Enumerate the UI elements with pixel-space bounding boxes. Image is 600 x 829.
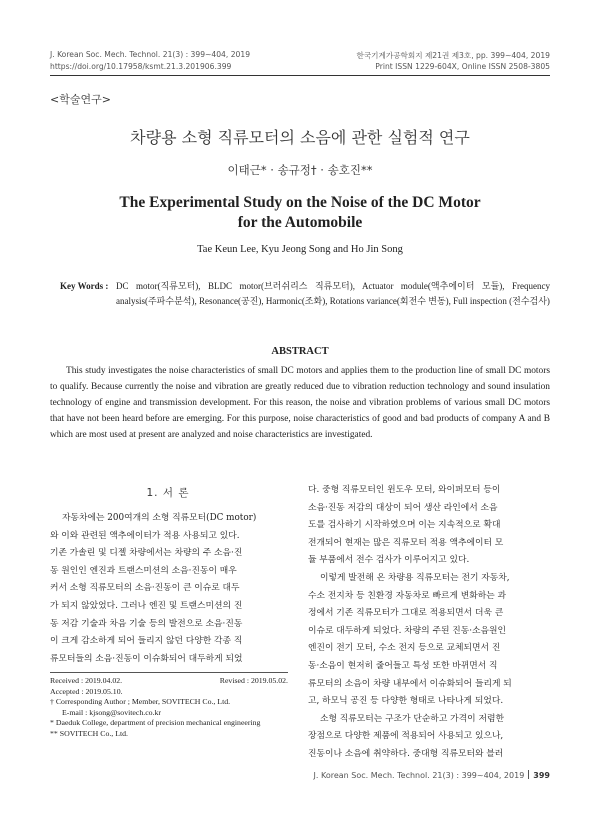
text-line: 이 크게 감소하게 되어 들리지 않던 다양한 각종 직 xyxy=(50,636,243,647)
header-issn: Print ISSN 1229-604X, Online ISSN 2508-3805 xyxy=(375,62,550,71)
text-line: 다. 중형 직류모터인 윈도우 모터, 와이퍼모터 등이 xyxy=(308,485,501,495)
text-line: 와 이와 관련된 액추에이터가 적용 사용되고 있다. xyxy=(50,530,240,541)
title-english xyxy=(50,193,550,233)
abstract-text: This study investigates the noise characteristics of small DC motors and applies them to the production line of small DC motors to qualify. Because currently the noise and vibration are greatly reduced due to vibration reduction technology and sound insulation technology of engine and transmission development. For this reason, the noise and vibration problems of various small DC motors that have not been heard before are emerging. For this purpose, noise characteristics of good and bad products of company A and B which are most used at present are analyzed and noise characteristics are investigated. xyxy=(50,366,550,440)
text-line: 이슈로 대두하게 되었다. 차량의 주된 진동·소음원인 xyxy=(308,625,507,636)
footnote-email[interactable]: E-mail : kjsong@sovitech.co.kr xyxy=(62,707,161,717)
authors-english: Tae Keun Lee, Kyu Jeong Song and Ho Jin Song xyxy=(197,244,403,255)
header-journal-en: J. Korean Soc. Mech. Technol. 21(3) : 399~404, 2019 xyxy=(50,50,251,59)
text-line: 동 원인인 엔진과 트랜스미션의 소음·진동이 매우 xyxy=(50,565,237,576)
keywords-text: DC motor(직류모터), BLDC motor(브러쉬리스 직류모터), Actuator module(액추에이터 모듈), Frequency analysis(주파수분석), Resonance(공진), Harmonic(조화), Rotations variance(회전수 변동), Full inspection (전수검사) xyxy=(116,281,550,306)
footnote-revised: Revised : 2019.05.02. xyxy=(219,676,288,685)
footnote-accepted: Accepted : 2019.05.10. xyxy=(50,686,123,696)
page-footer xyxy=(314,770,550,780)
text-line: 류모터들의 소음·진동이 이슈화되어 대두하게 되었 xyxy=(50,653,243,664)
page-number: 399 xyxy=(533,771,550,780)
text-line: 이렇게 발전해 온 차량용 직류모터는 전기 자동차, xyxy=(320,572,510,583)
text-line: 가 되지 않았었다. 그러나 엔진 및 트랜스미션의 진 xyxy=(50,600,243,611)
title-english-line-1: The Experimental Study on the Noise of the DC Motor xyxy=(119,194,481,211)
footer-citation: J. Korean Soc. Mech. Technol. 21(3) : 399~404, 2019 xyxy=(313,771,525,780)
footnote-rule xyxy=(50,672,288,673)
text-line: 소형 직류모터는 구조가 단순하고 가격이 저렴한 xyxy=(320,713,504,724)
footnote-corresponding: † Corresponding Author ; Member, SOVITECH Co., Ltd. xyxy=(50,697,231,707)
text-line: 장점으로 다양한 제품에 적용되어 사용되고 있으나, xyxy=(308,731,504,742)
text-line: 커서 소형 직류모터의 소음·진동이 큰 이슈로 대두 xyxy=(50,583,240,594)
text-line: 동 저감 기술과 차음 기술 등의 발전으로 소음·진동 xyxy=(50,618,243,629)
section-heading-introduction: 1. 서 론 xyxy=(146,487,190,499)
text-line: 자동차에는 200여개의 소형 직류모터(DC motor) xyxy=(62,513,257,523)
text-line: 엔진이 전기 모터, 수소 전지 등으로 교체되면서 진 xyxy=(308,643,501,654)
text-line: 소음·진동 저감의 대상이 되어 생산 라인에서 소음 xyxy=(308,502,498,513)
text-line: 수소 전지차 등 친환경 자동차로 빠르게 변화하는 과 xyxy=(308,590,507,601)
footnotes xyxy=(50,676,288,740)
abstract-heading: ABSTRACT xyxy=(271,346,329,357)
footnote-received: Received : 2019.04.02. xyxy=(50,676,123,685)
keywords-block xyxy=(60,279,550,309)
header-doi[interactable]: https://doi.org/10.17958/ksmt.21.3.201906.399 xyxy=(50,62,232,71)
title-korean: 차량용 소형 직류모터의 소음에 관한 실험적 연구 xyxy=(130,128,470,147)
text-line: 전개되어 현재는 많은 직류모터 적용 액추에이터 모 xyxy=(308,537,504,548)
header-rule xyxy=(50,75,550,76)
authors-korean: 이태근* · 송규정† · 송호진** xyxy=(227,163,373,177)
text-line: 동·소음이 현저히 줄어들고 특성 또한 바뀌면서 직 xyxy=(308,660,498,671)
keywords-label: Key Words : xyxy=(60,281,109,291)
text-line: 듈 부품에서 전수 검사가 이루어지고 있다. xyxy=(308,555,470,566)
text-line: 진동이나 소음에 취약하다. 중대형 직류모터와 블러 xyxy=(308,748,504,759)
header-journal-ko: 한국기계가공학회지 제21권 제3호, pp. 399~404, 2019 xyxy=(356,51,550,60)
article-category: <학술연구> xyxy=(50,93,111,106)
text-line: 도를 검사하기 시작하였으며 이는 지속적으로 확대 xyxy=(308,520,501,531)
footnote-affiliation-daeduk: * Daeduk College, department of precision mechanical engineering xyxy=(50,718,261,728)
text-line: 고, 하모닉 공진 등 다양한 형태로 나타나게 되었다. xyxy=(308,696,504,707)
title-english-line-2: for the Automobile xyxy=(237,214,363,231)
left-column-text xyxy=(50,510,286,668)
text-line: 류모터의 소음이 차량 내부에서 이슈화되어 들리게 되 xyxy=(308,678,512,689)
text-line: 정에서 기존 직류모터가 그대로 적용되면서 더욱 큰 xyxy=(308,608,504,619)
footer-divider xyxy=(528,770,529,779)
right-column-text xyxy=(308,482,550,764)
text-line: 기존 가솔린 및 디젤 차량에서는 차량의 주 소음·진 xyxy=(50,548,243,559)
footnote-affiliation-sovitech: ** SOVITECH Co., Ltd. xyxy=(50,728,128,738)
